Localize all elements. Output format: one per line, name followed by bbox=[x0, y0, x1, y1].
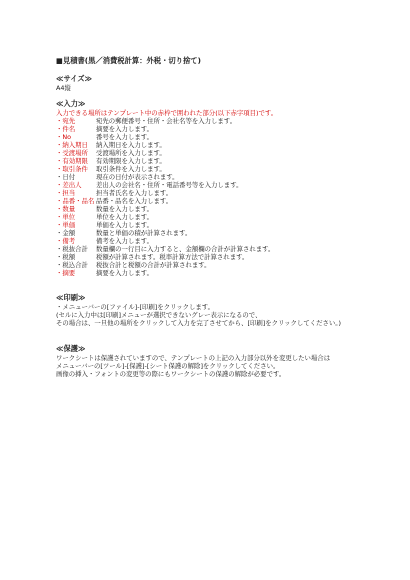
print-line: (セルに入力中は[印刷]メニューが選択できないグレー表示になるので、 bbox=[56, 311, 262, 319]
input-row-desc: 数量と単価の積が計算されます。 bbox=[96, 229, 192, 237]
input-row-desc: 備考を入力します。 bbox=[96, 237, 154, 245]
input-row-term: ・納入期日 bbox=[56, 141, 88, 149]
input-row-term: ・担当 bbox=[56, 189, 76, 197]
input-row bbox=[56, 165, 277, 173]
input-row-desc: 担当者氏名を入力します。 bbox=[96, 189, 173, 197]
input-row bbox=[56, 181, 277, 189]
input-row-desc: 現在の日付が表示されます。 bbox=[96, 173, 179, 181]
input-row bbox=[56, 213, 277, 221]
input-row-term: ・有効期限 bbox=[56, 157, 88, 165]
protect-line: メニューバーの[ツール]-[保護]-[シート保護の解除]をクリックしてください。 bbox=[56, 362, 280, 370]
input-row bbox=[56, 269, 277, 277]
input-row-desc: 税額が計算されます。税率計算方法で計算されます。 bbox=[96, 253, 249, 261]
input-row bbox=[56, 133, 277, 141]
input-row-term: ・品番・品名 bbox=[56, 197, 95, 205]
input-row-term: ・税抜合計 bbox=[56, 245, 88, 253]
input-row-desc: 宛先の郵便番号・住所・会社名等を入力します。 bbox=[96, 117, 237, 125]
print-heading: ≪印刷≫ bbox=[56, 293, 86, 302]
size-value: A4縦 bbox=[56, 84, 71, 92]
input-row-desc: 番号を入力します。 bbox=[96, 133, 154, 141]
input-row bbox=[56, 237, 277, 245]
input-row bbox=[56, 221, 277, 229]
input-section bbox=[56, 99, 277, 277]
input-row-term: ・税込合計 bbox=[56, 261, 88, 269]
input-row bbox=[56, 205, 277, 213]
input-row bbox=[56, 157, 277, 165]
input-rows bbox=[56, 117, 277, 277]
input-row bbox=[56, 261, 277, 269]
input-row-desc: 摘要を入力します。 bbox=[96, 269, 154, 277]
input-row-desc: 単位を入力します。 bbox=[96, 213, 154, 221]
input-row-desc: 納入期日を入力します。 bbox=[96, 141, 166, 149]
input-row-desc: 受渡場所を入力します。 bbox=[96, 149, 166, 157]
print-line: ・メニューバーの[ファイル]-[印刷]をクリックします。 bbox=[56, 303, 215, 311]
input-row bbox=[56, 125, 277, 133]
input-row-term: ・件名 bbox=[56, 125, 76, 133]
input-row-term: ・差出人 bbox=[56, 181, 82, 189]
input-heading: ≪入力≫ bbox=[56, 99, 86, 108]
input-intro: 入力できる場所はテンプレート中の赤枠で囲われた部分(以下赤字項目)です。 bbox=[56, 109, 278, 117]
protect-line: ワークシートは保護されていますので、テンプレートの上記の入力部分以外を変更したい場合は bbox=[56, 354, 331, 362]
input-row bbox=[56, 245, 277, 253]
input-row bbox=[56, 253, 277, 261]
input-row-term: ・備考 bbox=[56, 237, 76, 245]
input-row bbox=[56, 197, 277, 205]
print-section bbox=[56, 293, 341, 327]
input-row-desc: 取引条件を入力します。 bbox=[96, 165, 166, 173]
protect-section bbox=[56, 344, 330, 378]
input-row-desc: 差出人の会社名・住所・電話番号等を入力します。 bbox=[96, 181, 243, 189]
input-row-desc: 摘要を入力します。 bbox=[96, 125, 154, 133]
input-row bbox=[56, 189, 277, 197]
input-row-desc: 品番・品名を入力します。 bbox=[96, 197, 173, 205]
input-row-desc: 税抜合計と税額の合計が計算されます。 bbox=[96, 261, 211, 269]
input-row-desc: 数量を入力します。 bbox=[96, 205, 154, 213]
input-row bbox=[56, 229, 277, 237]
input-row-term: ・単価 bbox=[56, 221, 76, 229]
input-row bbox=[56, 117, 277, 125]
input-row-term: ・税額 bbox=[56, 253, 76, 261]
print-line: その場合は、一旦他の場所をクリックして入力を完了させてから、[印刷]をクリックしてください。) bbox=[56, 319, 341, 327]
input-row-term: ・単位 bbox=[56, 213, 76, 221]
size-heading: ≪サイズ≫ bbox=[56, 74, 93, 83]
input-row-term: ・日付 bbox=[56, 173, 76, 181]
input-row-term: ・数量 bbox=[56, 205, 76, 213]
protect-heading: ≪保護≫ bbox=[56, 344, 86, 353]
input-row bbox=[56, 149, 277, 157]
input-row-term: ・No bbox=[56, 133, 72, 141]
input-row-term: ・金額 bbox=[56, 229, 76, 237]
input-row-term: ・摘要 bbox=[56, 269, 76, 277]
input-row-term: ・宛先 bbox=[56, 117, 76, 125]
size-section bbox=[56, 74, 92, 92]
input-row-term: ・受渡場所 bbox=[56, 149, 88, 157]
input-row-desc: 数量欄の一行目に入力すると、金額欄の合計が計算されます。 bbox=[96, 245, 275, 253]
input-row bbox=[56, 141, 277, 149]
input-row bbox=[56, 173, 277, 181]
input-row-desc: 有効期限を入力します。 bbox=[96, 157, 166, 165]
protect-line: 画像の挿入・フォントの変更等の際にもワークシートの保護の解除が必要です。 bbox=[56, 370, 286, 378]
input-row-desc: 単価を入力します。 bbox=[96, 221, 154, 229]
document-title: ■見積書(黒／消費税計算：外税・切り捨て) bbox=[56, 56, 201, 65]
input-row-term: ・取引条件 bbox=[56, 165, 88, 173]
